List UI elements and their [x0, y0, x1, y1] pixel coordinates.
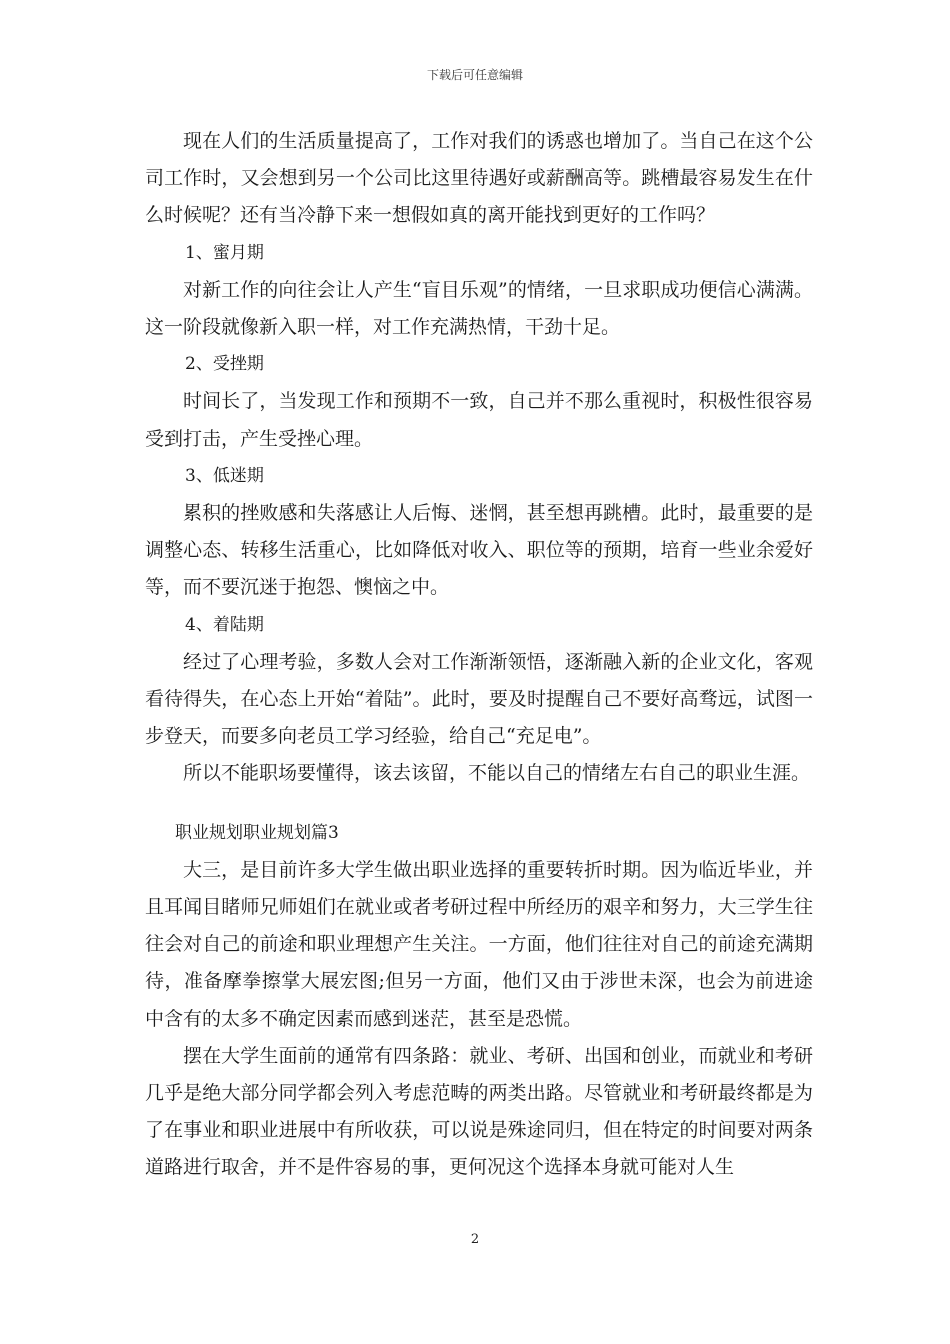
page-number: 2 — [470, 1232, 480, 1247]
stage-heading-4: 4、着陆期 — [185, 614, 264, 635]
stage-heading-2: 2、受挫期 — [185, 354, 264, 375]
stage-heading-3: 3、低迷期 — [185, 465, 264, 486]
section-paragraph-1: 大三，是目前许多大学生做出职业选择的重要转折时期。因为临近毕业，并且耳闻目睹师兄师姐们在就业或者考研过程中所经历的艰辛和努力，大三学生往往会对自己的前途和职业理想产生关注。一方面，他们往往对自己的前途充满期待，准备摩拳擦掌大展宏图;但另一方面，他们又由于涉世未深，也会为前进途中含有的太多不确定因素而感到迷茫，甚至是恐慌。 — [145, 858, 813, 1030]
page-header: 下载后可任意编辑 — [426, 68, 523, 82]
conclusion-paragraph: 所以不能职场要懂得，该去该留，不能以自己的情绪左右自己的职业生涯。 — [183, 762, 811, 785]
section-title: 职业规划职业规划篇3 — [175, 822, 339, 843]
stage-paragraph-3: 累积的挫败感和失落感让人后悔、迷惘，甚至想再跳槽。此时，最重要的是调整心态、转移生活重心，比如降低对收入、职位等的预期，培育一些业余爱好等，而不要沉迷于抱怨、懊恼之中。 — [145, 502, 813, 599]
stage-paragraph-1: 对新工作的向往会让人产生“盲目乐观”的情绪，一旦求职成功便信心满满。这一阶段就像新入职一样，对工作充满热情，干劲十足。 — [145, 278, 813, 339]
document-body — [145, 123, 813, 1187]
stage-paragraph-2: 时间长了，当发现工作和预期不一致，自己并不那么重视时，积极性很容易受到打击，产生受挫心理。 — [145, 390, 813, 450]
stage-heading-1: 1、蜜月期 — [185, 242, 264, 263]
intro-paragraph: 现在人们的生活质量提高了，工作对我们的诱惑也增加了。当自己在这个公司工作时，又会想到另一个公司比这里待遇好或薪酬高等。跳槽最容易发生在什么时候呢？还有当冷静下来一想假如真的离开能找到更好的工作吗？ — [145, 130, 813, 227]
stage-paragraph-4: 经过了心理考验，多数人会对工作渐渐领悟，逐渐融入新的企业文化，客观看待得失，在心态上开始“着陆”。此时，要及时提醒自己不要好高骛远，试图一步登天，而要多向老员工学习经验，给自己“充足电”。 — [145, 650, 813, 748]
section-paragraph-2: 摆在大学生面前的通常有四条路：就业、考研、出国和创业，而就业和考研几乎是绝大部分同学都会列入考虑范畴的两类出路。尽管就业和考研最终都是为了在事业和职业进展中有所收获，可以说是殊途同归，但在特定的时间要对两条道路进行取舍，并不是件容易的事，更何况这个选择本身就可能对人生 — [145, 1044, 813, 1179]
